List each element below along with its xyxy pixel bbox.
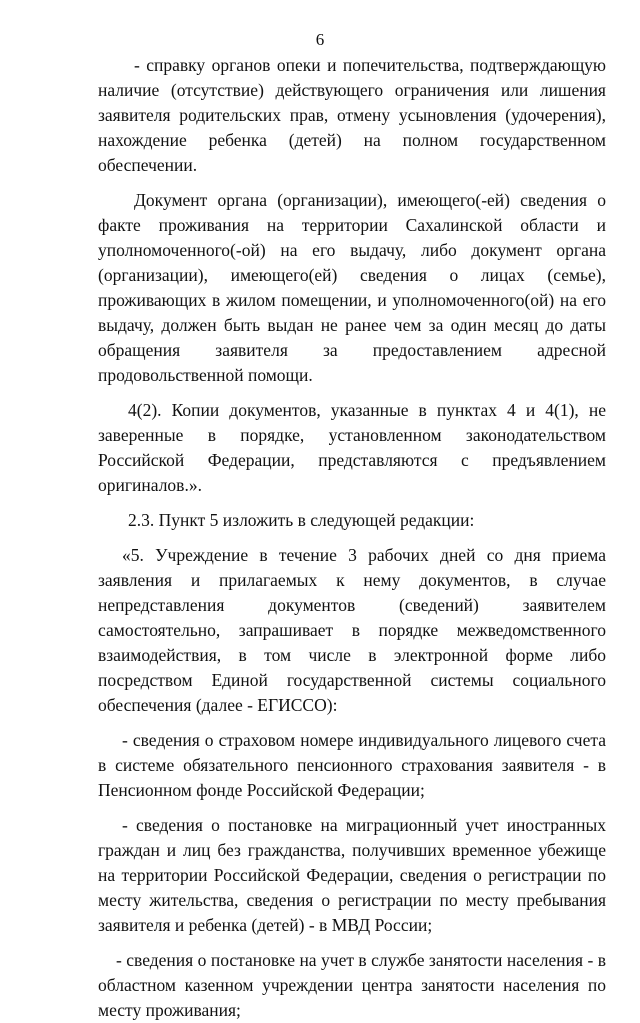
page-number: 6 bbox=[315, 30, 325, 49]
paragraph-copies-of-documents: 4(2). Копии документов, указанные в пунктах 4 и 4(1), не заверенные в порядке, установленном законодательством Российской Федерации, представляются с предъявлением оригиналов.». bbox=[98, 400, 606, 495]
list-item-employment-service: - сведения о постановке на учет в службе занятости населения - в областном казенном учреждении центра занятости населения по месту проживания; bbox=[98, 950, 606, 1020]
document-body bbox=[98, 53, 606, 1023]
paragraph-clause-amendment: 2.3. Пункт 5 изложить в следующей редакции: bbox=[128, 510, 475, 530]
paragraph-guardianship-certificate: - справку органов опеки и попечительства, подтверждающую наличие (отсутствие) действующего ограничения или лишения заявителя родительских прав, отмену усыновления (удочерения), нахождение ребенка (детей) на полном государственном обеспечении. bbox=[98, 55, 606, 175]
list-item-pension-fund: - сведения о страховом номере индивидуального лицевого счета в системе обязательного пенсионного страхования заявителя - в Пенсионном фонде Российской Федерации; bbox=[98, 730, 606, 800]
paragraph-residence-document: Документ органа (организации), имеющего(-ей) сведения о факте проживания на территории Сахалинской области и уполномоченного(-ой) на его выдачу, либо документ органа (организации), имеющего(ей) сведения о лицах (семье), проживающих в жилом помещении, и уполномоченного(ой) на его выдачу, должен быть выдан не ранее чем за один месяц до даты обращения заявителя за предоставлением адресной продовольственной помощи. bbox=[98, 190, 606, 385]
paragraph-interagency-request: «5. Учреждение в течение 3 рабочих дней со дня приема заявления и прилагаемых к нему документов, в случае непредставления документов (сведений) заявителем самостоятельно, запрашивает в порядке межведомственного взаимодействия, в том числе в электронной форме либо посредством Единой государственной системы социального обеспечения (далее - ЕГИССО): bbox=[98, 545, 606, 715]
list-item-migration-registration: - сведения о постановке на миграционный учет иностранных граждан и лиц без гражданства, получивших временное убежище на территории Российской Федерации, сведения о регистрации по месту жительства, сведения о регистрации по месту пребывания заявителя и ребенка (детей) - в МВД России; bbox=[98, 815, 606, 935]
